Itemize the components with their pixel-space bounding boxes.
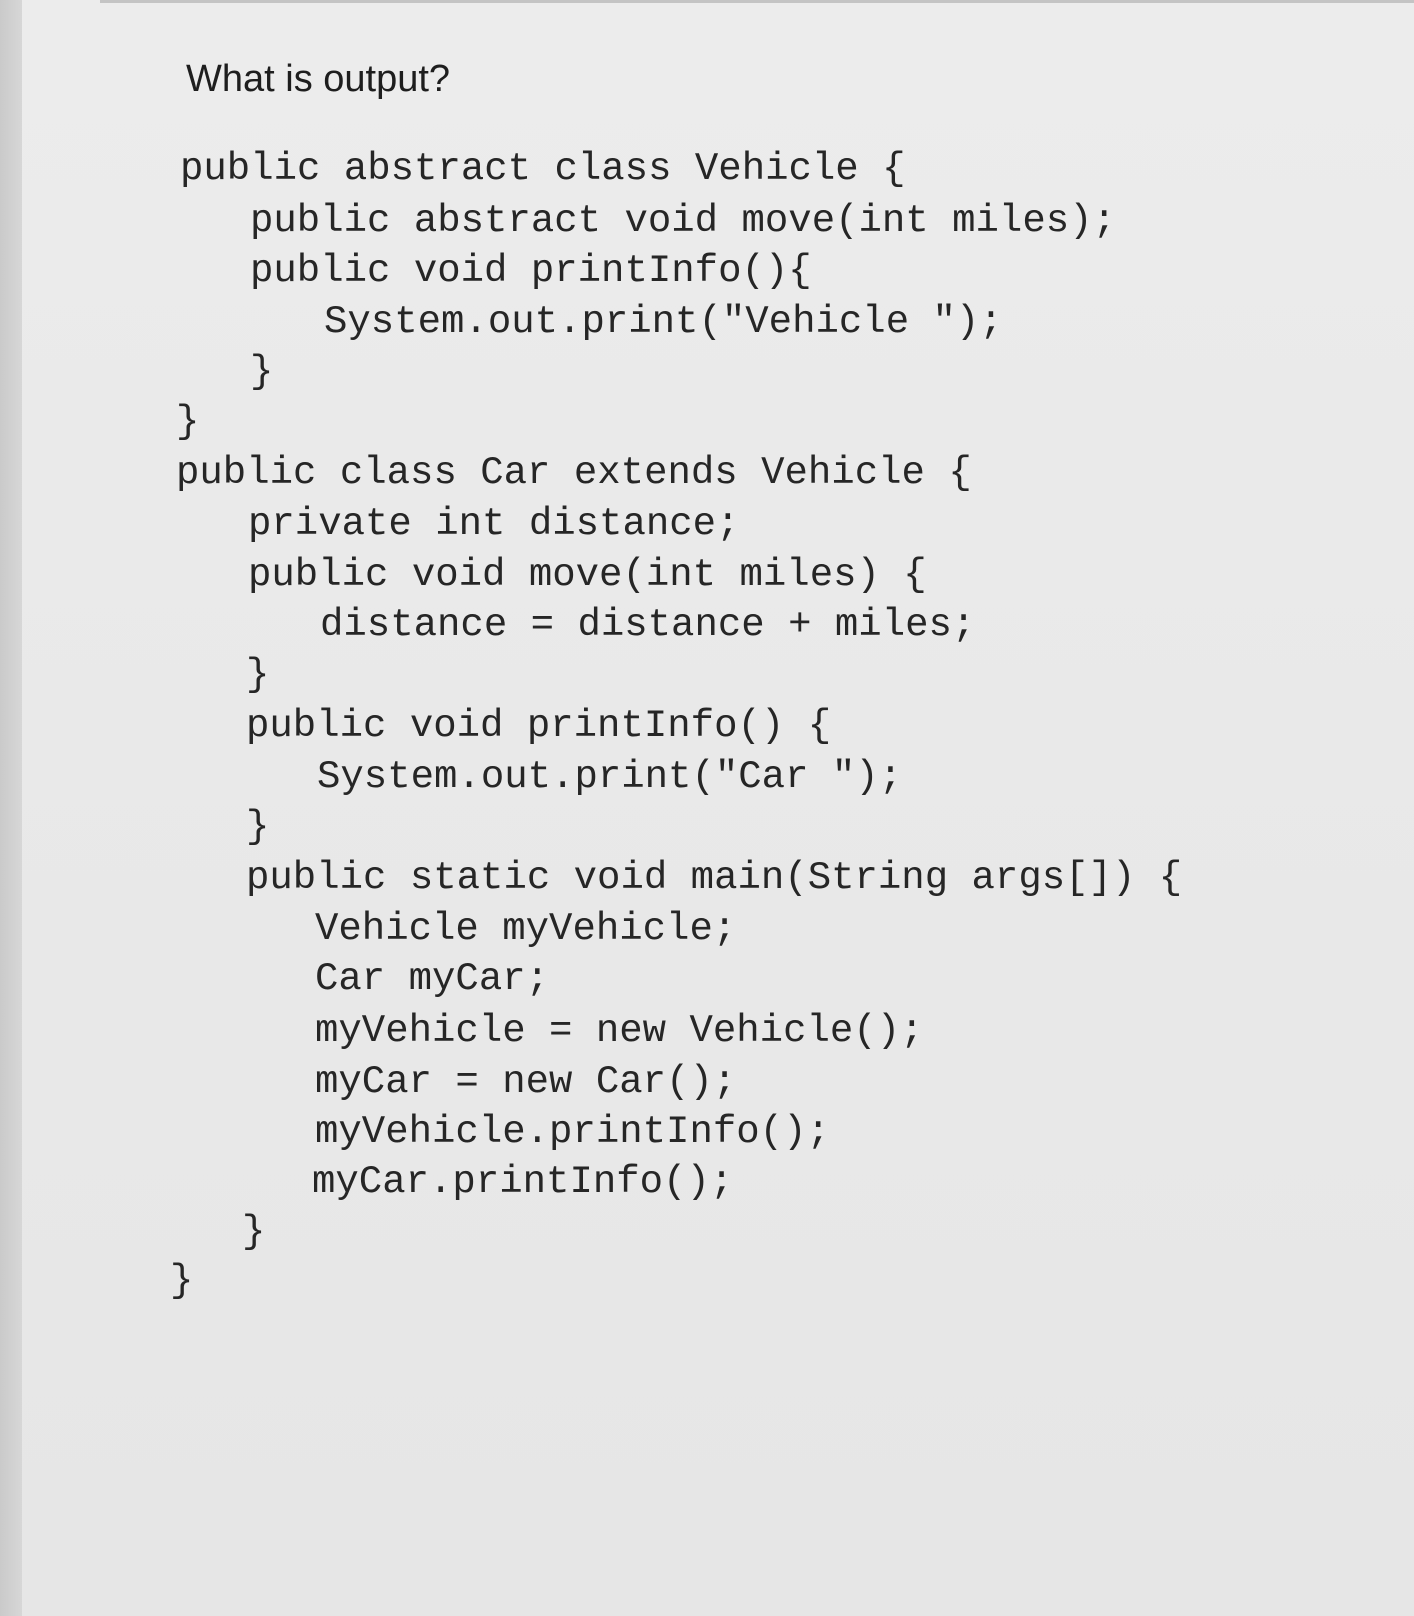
code-line: public abstract class Vehicle { bbox=[180, 147, 906, 191]
code-line: } bbox=[176, 400, 200, 444]
code-line: public void move(int miles) { bbox=[248, 553, 927, 597]
page-margin bbox=[0, 0, 24, 1616]
code-line: } bbox=[242, 1210, 266, 1254]
code-line: public void printInfo(){ bbox=[250, 249, 812, 293]
code-line: Vehicle myVehicle; bbox=[315, 907, 737, 951]
code-line: } bbox=[250, 350, 274, 394]
code-line: public static void main(String args[]) { bbox=[246, 856, 1183, 900]
code-line: distance = distance + miles; bbox=[320, 603, 976, 647]
code-line: myVehicle.printInfo(); bbox=[315, 1110, 830, 1154]
code-line: Car myCar; bbox=[315, 957, 550, 1001]
code-line: myCar = new Car(); bbox=[315, 1060, 737, 1104]
code-line: } bbox=[170, 1259, 194, 1303]
code-line: public abstract void move(int miles); bbox=[250, 199, 1116, 243]
code-line: System.out.print("Vehicle "); bbox=[324, 300, 1003, 344]
code-line: public void printInfo() { bbox=[246, 704, 832, 748]
code-line: } bbox=[246, 805, 270, 849]
code-line: myCar.printInfo(); bbox=[312, 1160, 734, 1204]
top-divider bbox=[100, 0, 1414, 3]
code-line: private int distance; bbox=[248, 502, 740, 546]
code-line: System.out.print("Car "); bbox=[317, 755, 903, 799]
code-line: myVehicle = new Vehicle(); bbox=[315, 1009, 924, 1053]
code-line: } bbox=[246, 653, 270, 697]
question-title: What is output? bbox=[186, 58, 451, 100]
code-line: public class Car extends Vehicle { bbox=[176, 451, 972, 495]
